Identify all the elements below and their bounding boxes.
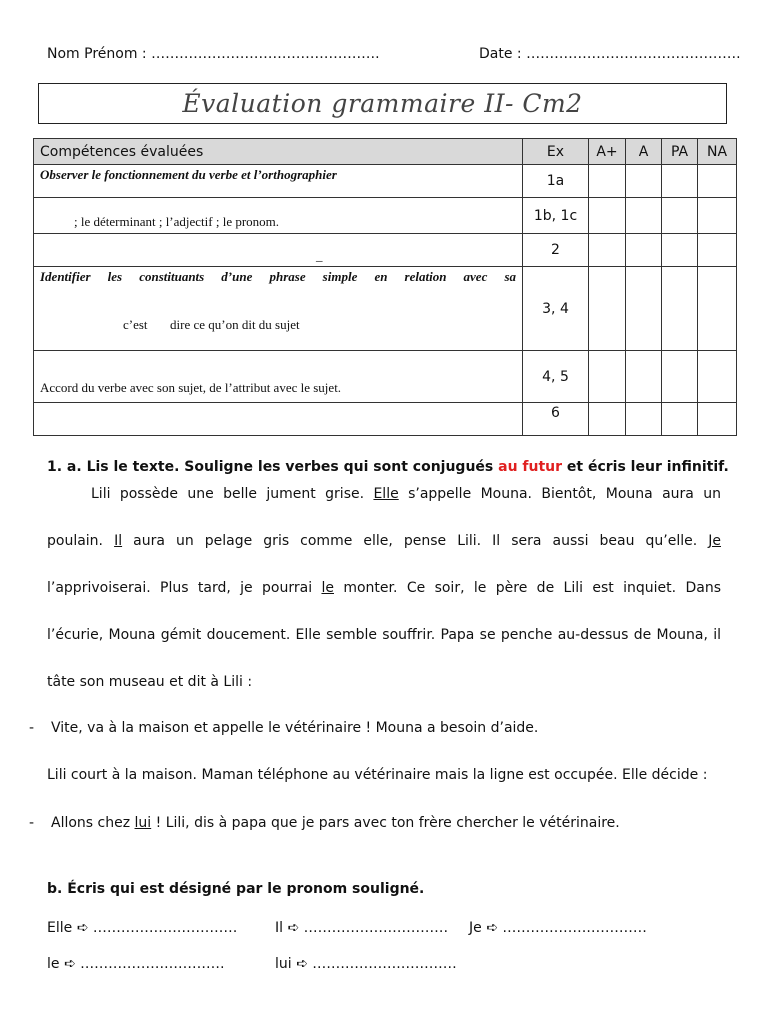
dialogue-dash: - bbox=[29, 815, 35, 831]
grade-cell[interactable] bbox=[662, 234, 698, 267]
competency-text: Observer le fonctionnement du verbe et l’orthographier bbox=[40, 167, 337, 182]
underlined-pronoun: Il bbox=[114, 533, 123, 549]
text-segment: s’appelle Mouna. Bientôt, Mouna aura un bbox=[398, 486, 722, 502]
competency-cell bbox=[34, 198, 523, 234]
exercise-cell: 2 bbox=[523, 234, 589, 267]
text-segment: ! Lili, dis à papa que je pars avec ton frère chercher le vétérinaire. bbox=[151, 815, 620, 831]
text-line: l’écurie, Mouna gémit doucement. Elle semble souffrir. Papa se penche au-dessus de Mouna, il bbox=[47, 627, 721, 643]
table-row bbox=[34, 234, 737, 267]
text-segment: Lili possède une belle jument grise. bbox=[91, 486, 374, 502]
competency-text: _ bbox=[316, 248, 323, 263]
grade-cell[interactable] bbox=[698, 403, 737, 436]
grade-cell[interactable] bbox=[698, 165, 737, 198]
exercise-cell: 4, 5 bbox=[523, 351, 589, 403]
competency-cell bbox=[34, 165, 523, 198]
instruction-text: 1. a. Lis le texte. Souligne les verbes qui sont conjugués bbox=[47, 459, 499, 475]
competency-text: c’est bbox=[123, 317, 148, 332]
column-header: NA bbox=[698, 139, 737, 165]
answer-field-lui[interactable]: lui ➪ ……………….………… bbox=[275, 956, 457, 972]
text-segment: l’apprivoiserai. Plus tard, je pourrai bbox=[47, 580, 322, 596]
exercise-cell: 1b, 1c bbox=[523, 198, 589, 234]
answer-field-elle[interactable]: Elle ➪ ……………….………… bbox=[47, 920, 238, 936]
underlined-pronoun: Elle bbox=[373, 486, 399, 502]
text-segment: aura un pelage gris comme elle, pense Lili. Il sera aussi beau qu’elle. bbox=[122, 533, 709, 549]
competency-cell bbox=[34, 351, 523, 403]
exercise-cell: 1a bbox=[523, 165, 589, 198]
instruction-highlight: au futur bbox=[498, 459, 563, 475]
grade-cell[interactable] bbox=[589, 403, 626, 436]
dialogue-line bbox=[51, 815, 620, 831]
table-row bbox=[34, 351, 737, 403]
column-header: A bbox=[626, 139, 662, 165]
grade-cell[interactable] bbox=[698, 198, 737, 234]
grade-cell[interactable] bbox=[662, 198, 698, 234]
dialogue-line: Vite, va à la maison et appelle le vétérinaire ! Mouna a besoin d’aide. bbox=[51, 720, 539, 736]
competency-text: Accord du verbe avec son sujet, de l’attribut avec le sujet. bbox=[40, 380, 342, 395]
exercise-1b-instruction: b. Écris qui est désigné par le pronom souligné. bbox=[47, 881, 425, 897]
column-header: Compétences évaluées bbox=[34, 139, 523, 165]
grade-cell[interactable] bbox=[698, 267, 737, 351]
grade-cell[interactable] bbox=[698, 351, 737, 403]
grade-cell[interactable] bbox=[662, 267, 698, 351]
table-row bbox=[34, 165, 737, 198]
exercise-1a-instruction bbox=[47, 459, 729, 475]
table-row bbox=[34, 198, 737, 234]
grade-cell[interactable] bbox=[662, 403, 698, 436]
grade-cell[interactable] bbox=[589, 165, 626, 198]
column-header: A+ bbox=[589, 139, 626, 165]
text-line: tâte son museau et dit à Lili : bbox=[47, 674, 253, 690]
answer-field-le[interactable]: le ➪ ……………….………… bbox=[47, 956, 225, 972]
competency-text: dire ce qu’on dit du sujet bbox=[170, 317, 300, 332]
text-line bbox=[47, 533, 721, 549]
grade-cell[interactable] bbox=[626, 267, 662, 351]
grade-cell[interactable] bbox=[589, 351, 626, 403]
column-header: Ex bbox=[523, 139, 589, 165]
narration-line: Lili court à la maison. Maman téléphone au vétérinaire mais la ligne est occupée. Elle décide : bbox=[47, 767, 708, 783]
table-row bbox=[34, 267, 737, 351]
competency-cell bbox=[34, 267, 523, 351]
competency-cell bbox=[34, 234, 523, 267]
text-line bbox=[47, 580, 721, 596]
answer-field-il[interactable]: Il ➪ ……………….………… bbox=[275, 920, 449, 936]
underlined-pronoun: lui bbox=[134, 815, 152, 831]
date-field-label: Date : ………………………………………. bbox=[479, 46, 741, 62]
grade-cell[interactable] bbox=[626, 351, 662, 403]
competency-cell bbox=[34, 403, 523, 436]
text-line bbox=[91, 486, 721, 502]
instruction-text: et écris leur infinitif. bbox=[562, 459, 729, 475]
grade-cell[interactable] bbox=[662, 165, 698, 198]
competency-text: Identifier les constituants d’une phrase simple en relation avec sa bbox=[40, 269, 516, 284]
grade-cell[interactable] bbox=[626, 234, 662, 267]
underlined-pronoun: le bbox=[321, 580, 334, 596]
title-box bbox=[38, 83, 727, 124]
text-segment: monter. Ce soir, le père de Lili est inquiet. Dans bbox=[333, 580, 721, 596]
grade-cell[interactable] bbox=[698, 234, 737, 267]
page-title: Évaluation grammaire II- Cm2 bbox=[182, 89, 583, 118]
grade-cell[interactable] bbox=[662, 351, 698, 403]
grade-cell[interactable] bbox=[626, 165, 662, 198]
exercise-cell: 6 bbox=[523, 403, 589, 436]
grade-cell[interactable] bbox=[626, 198, 662, 234]
grade-cell[interactable] bbox=[626, 403, 662, 436]
table-row bbox=[34, 403, 737, 436]
grade-cell[interactable] bbox=[589, 198, 626, 234]
grade-cell[interactable] bbox=[589, 234, 626, 267]
exercise-cell: 3, 4 bbox=[523, 267, 589, 351]
column-header: PA bbox=[662, 139, 698, 165]
dialogue-dash: - bbox=[29, 720, 35, 736]
competency-text: ; le déterminant ; l’adjectif ; le pronom. bbox=[74, 214, 280, 229]
answer-field-je[interactable]: Je ➪ ……………….………… bbox=[469, 920, 647, 936]
table-header-row bbox=[34, 139, 737, 165]
competency-table bbox=[33, 138, 737, 436]
text-segment: poulain. bbox=[47, 533, 115, 549]
grade-cell[interactable] bbox=[589, 267, 626, 351]
text-segment: Allons chez bbox=[51, 815, 135, 831]
underlined-pronoun: Je bbox=[708, 533, 721, 549]
name-field-label: Nom Prénom : …………………………………………. bbox=[47, 46, 380, 62]
